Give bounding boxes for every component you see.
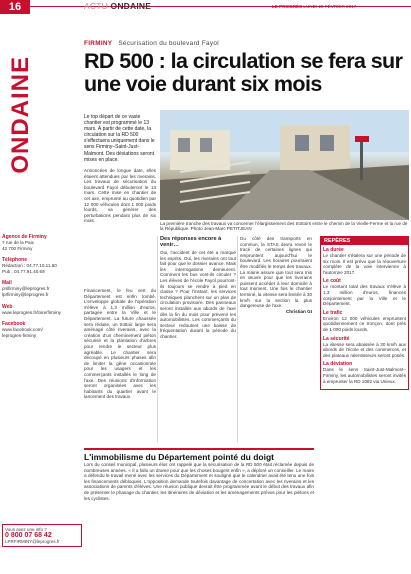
agency-label: Agence de Firminy [2,234,47,240]
page-number: 16 [0,0,30,14]
reperes-head: La sécurité [323,335,350,342]
reperes-item [323,278,406,306]
reperes-text: Dans le sens Saint-Just-Malmont–Firminy, les automobilistes seront invités à emprunter la RD 1082 via Unieux. [323,367,406,384]
rubric-prefix: ACTU [84,1,108,11]
issue-line [272,4,356,9]
reperes-item [323,247,406,275]
phone-label: Téléphone [2,257,28,264]
phone-line: Rédaction : 04.77.10.11.60 [2,263,57,269]
reperes-body [321,245,408,389]
facebook-label: Facebook [2,321,26,328]
phone-block [2,257,82,274]
reperes-box [320,236,409,390]
mail-label: Mail [2,280,12,287]
facebook-line[interactable]: leprogres-firminy [2,332,37,338]
reperes-item [323,336,406,359]
article-kicker [84,40,219,47]
article-column-3 [240,236,312,314]
article-column-1b: Financement, le feu vert du Département est enfin tombé. L'enveloppe globale de l'opération s'élève à 1,3 million d'euros, partagée entre la Ville et le Département. La future chaussée sera réduite, un trottoir large sera aménagé côté riverains, avec la création d'un cheminement piéton sécurisé et la plantation d'arbres pour rendre le secteur plus agréable. Le chantier sera découpé en plusieurs phases afin de limiter la gêne occasionnée pour les usagers et les commerçants installés le long de l'axe. Des réunions d'information seront organisées avec les habitants du quartier avant le lancement des travaux. [84,288,156,400]
reperes-head: La durée [323,247,344,253]
reperes-item [323,361,406,384]
mail-line[interactable]: lprfirminy@leprogres.fr [2,291,49,297]
article-column-1: Annoncées de longue date, elles étaient attendues par les riverains. Les travaux de sécurisation du boulevard Fayol débuteront le 13 mars. Cette mise en chantier de cet axe, emprunté au quotidien par 12 000 véhicules dont 1 000 poids lourds, va générer des perturbations pendant plus de six mois. [84,168,156,224]
phone-line: Pub : 04.77.91.40.69 [2,268,45,274]
article-photo [160,110,409,220]
info-box [2,524,82,547]
reperes-title: REPÈRES [321,237,408,245]
reperes-head: Le coût [323,278,341,285]
mail-line[interactable]: pnlfirminy@leprogres.fr [2,286,50,292]
reperes-head: Le trafic [323,309,343,316]
rubric-name: ONDAINE [110,1,152,11]
photo-illustration [160,110,409,220]
contact-sidebar [2,234,82,344]
issue-brand: LE PROGRÈS [272,4,303,9]
secondary-article-title: L'immobilisme du Département pointé du doigt [84,448,314,462]
web-line[interactable]: www.leprogres.fr/loire/firminy [2,309,61,315]
section-side-title [6,40,36,190]
kicker-place: FIRMINY [84,40,113,47]
reperes-text: Le montant total des travaux s'élève à 1,3 million d'euros, financés conjointement par la Ville et le Département. [323,284,406,307]
web-block [2,304,82,316]
agency-line: 42 700 Firminy [2,245,33,251]
side-title-text: ONDAINE [7,56,34,174]
column-2-text: Oui, l'accident de cet été a marqué les esprits. Oui, les riverains ont tout fait pour que le dossier avance. Mais les interrogations demeurent. Comment les bus vont-ils circuler ? Les élèves de l'école Fayol pourront-ils toujours se rendre à pied en classe ? Pour l'instant, les services techniques planchent sur un plan de circulation provisoire. Des panneaux seront installés aux abords de l'axe dès la fin du mois pour prévenir les automobilistes. Les commerçants du secteur redoutent une baisse de fréquentation durant la période du chantier. [160,250,236,339]
info-phone[interactable]: 0 800 07 68 42 [5,532,52,539]
info-mail[interactable]: LPRFIRMINY@leprogres.fr [5,539,60,544]
web-label: Web [2,303,13,310]
facebook-line[interactable]: www.facebook.com/ [2,327,43,333]
author-signature: Christian GI [285,308,312,314]
article-column-2 [160,236,236,340]
facebook-block [2,321,82,338]
reperes-text: Environ 12 000 véhicules empruntent quotidiennement ce tronçon, dont près de 1 000 poids lourds. [323,315,406,332]
agency-block [2,234,82,251]
secondary-article-body: Lors du conseil municipal, plusieurs élus ont rappelé que la sécurisation de la RD 500 était réclamée depuis de nombreuses années. « Il a fallu un drame pour que les choses bougent enfin », a déploré un conseiller. Le maire a défendu le travail mené avec les services du Département et souligné que le calendrier avait été tenu une fois les financements débloqués. L'opposition demande toutefois davantage de concertation avec les riverains et les associations de parents d'élèves. Une réunion publique devrait être programmée avant le début des travaux afin de présenter le phasage du chantier, les itinéraires de déviation et les aménagements prévus pour les piétons et les cyclistes. [84,462,314,501]
info-label: Vous avez une info ? [5,527,47,532]
kicker-topic: Sécurisation du boulevard Fayol [118,40,219,47]
rubric [84,1,151,11]
article-lede: Le top départ de ce vaste chantier est programmé le 13 mars. À partir de cette date, la circulation sur la RD 500 s'effectuera uniquement dans le sens Firminy–Saint-Just-Malmont. Des déviations seront mises en place. [84,114,155,163]
reperes-text: Le chantier s'étalera sur une période de six mois. Il est prévu que la réouverture complète de la voie intervienne à l'automne 2017. [323,253,406,275]
reperes-item [323,310,406,333]
issue-date: LUNDI 20 FÉVRIER 2017 [303,4,357,9]
reperes-head: La déviation [323,361,353,368]
article-headline: RD 500 : la circulation se fera sur une voie durant six mois [84,49,403,96]
reperes-text: La vitesse sera abaissée à 30 km/h aux abords de l'école et des commerces, et des plateaux ralentisseurs seront posés. [323,341,406,358]
photo-caption: La première tranche des travaux va concerner l'élargissement des trottoirs entre le chemin de la Vieille-Ferme et la rue de la République. Photo Jean-Marc PETITJEAN [160,221,408,232]
column-divider [237,236,238,442]
column-2-intro: Des réponses encore à venir… [160,236,222,248]
agency-line: 7 rue de la Paix [2,240,34,245]
column-divider [157,236,158,442]
mail-block [2,280,82,297]
column-3-text: Du côté des transports en commun, la STAS devra revoir le tracé de certaines lignes qui empruntent aujourd'hui le boulevard. Les horaires pourraient être modifiés le temps des travaux. La mairie assure que tout sera mis en œuvre pour que les riverains puissent accéder à leur domicile à tout moment. Une fois le chantier terminé, la vitesse sera limitée à 30 km/h sur la section la plus dangereuse de l'axe. [240,236,312,309]
